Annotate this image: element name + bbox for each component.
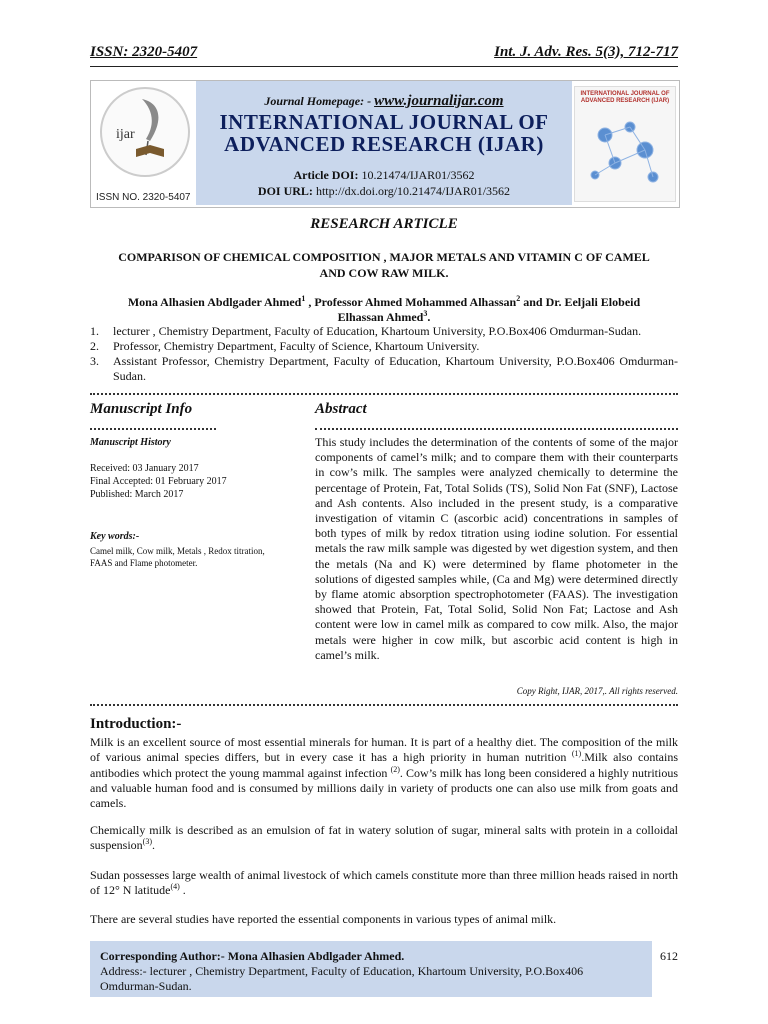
keywords-label: Key words:- xyxy=(90,531,140,542)
affiliation-number: 2. xyxy=(90,339,99,353)
corresponding-author-box xyxy=(90,941,652,997)
intro-paragraph-4: There are several studies have reported the essential components in various types of animal milk. xyxy=(90,912,557,926)
dotted-separator xyxy=(90,393,678,395)
p1-text-a: Milk is an excellent source of most essential minerals for human. It is part of a healthy diet. The composition of the milk of various animal species differs, but in every case it has a high priority in human nutrition xyxy=(90,735,678,765)
introduction-heading: Introduction:- xyxy=(90,716,182,732)
running-header-issn: ISSN: 2320-5407 xyxy=(90,44,198,60)
homepage-link[interactable]: www.journalijar.com xyxy=(374,93,504,109)
affiliations xyxy=(90,324,678,384)
published-date: Published: March 2017 xyxy=(90,489,184,500)
author-list xyxy=(90,295,678,325)
doi-url-label: DOI URL: xyxy=(257,184,313,198)
page-number: 612 xyxy=(660,949,678,963)
cover-title: INTERNATIONAL JOURNAL OF ADVANCED RESEARCH (IJAR) xyxy=(580,91,670,104)
p1-text-c: . Cow’s milk has long been considered a highly nutritious and valuable human food and is consumed by millions daily in variety of products one can also use milk from goats and camels. xyxy=(90,765,678,811)
logo-issn: ISSN NO. 2320-5407 xyxy=(96,192,191,203)
affiliation-item xyxy=(90,339,678,354)
abstract-text: This study includes the determination of the contents of some of the major components of camel’s milk; and to compare them with their counterparts in cow’s milk. The samples were analyzed chemically to determine the percentage of Protein, Fat, Total Solids (TS), Solid Non Fat (SNF), Lactose and Ash contents. Also included in the present study, is a comparative investigation of vitamin C (ascorbic acid) concentrations in samples of both types of milk by redox titration using iodine solution. For essential metals the raw milk sample was digested by wet digestion system, and then the metals (Na and K) were determined by flame photometer in the solutions of digested samples while, (Ca and Mg) were determined directly by flame atomic absorption spectrophotometer (FAAS). The investigation showed that Protein, Fat, Total Solid, Solid Non Fat; Lactose and Ash content were low in camel milk as compared to cow milk. Also, the major metals were higher in cow milk, but ascorbic acid content is high in camel’s milk. xyxy=(315,435,678,662)
author-3-cont: Elhassan Ahmed xyxy=(337,310,424,324)
article-type: RESEARCH ARTICLE xyxy=(310,216,458,232)
p2-text-a: Chemically milk is described as an emulsion of fat in watery solution of sugar, mineral salts with protein in a colloidal suspension xyxy=(90,823,678,853)
affiliation-item xyxy=(90,354,678,384)
author-2-sup: 2 xyxy=(516,294,521,303)
manuscript-info-heading: Manuscript Info xyxy=(90,401,193,417)
author-3-sup: 3 xyxy=(423,309,428,318)
paper-title-line1: COMPARISON OF CHEMICAL COMPOSITION , MAJOR METALS AND VITAMIN C OF CAMEL xyxy=(118,250,650,264)
author-end: . xyxy=(427,310,431,324)
journal-title-line1: INTERNATIONAL JOURNAL OF xyxy=(219,110,549,134)
abstract-heading: Abstract xyxy=(315,401,367,417)
intro-paragraph-1 xyxy=(90,735,678,811)
journal-homepage xyxy=(196,93,572,110)
doi-block xyxy=(196,167,572,199)
journal-banner xyxy=(90,80,680,208)
received-date: Received: 03 January 2017 xyxy=(90,463,199,474)
journal-cover-image xyxy=(574,86,676,202)
manuscript-history-label: Manuscript History xyxy=(90,437,171,448)
p3-text-b: . xyxy=(179,883,186,898)
homepage-prefix: Journal Homepage: - xyxy=(264,94,372,108)
affiliation-number: 1. xyxy=(90,324,99,338)
citation-3: (3) xyxy=(142,837,152,847)
banner-center xyxy=(196,81,572,205)
paper-title-line2: AND COW RAW MILK. xyxy=(319,266,449,280)
intro-paragraph-3 xyxy=(90,868,678,899)
manuscript-dates xyxy=(90,462,227,501)
intro-paragraph-2 xyxy=(90,823,678,854)
logo-text: ijar xyxy=(116,127,135,142)
affiliation-number: 3. xyxy=(90,354,99,368)
affiliation-text: Professor, Chemistry Department, Faculty of Science, Khartoum University. xyxy=(113,339,480,353)
accepted-date: Final Accepted: 01 February 2017 xyxy=(90,476,227,487)
affiliation-text: lecturer , Chemistry Department, Faculty of Education, Khartoum University, P.O.Box406 Omdurman-Sudan. xyxy=(113,324,642,338)
running-header-citation: Int. J. Adv. Res. 5(3), 712-717 xyxy=(494,44,678,60)
citation-1: (1) xyxy=(571,749,582,759)
citation-4: (4) xyxy=(170,882,180,892)
article-doi: 10.21474/IJAR01/3562 xyxy=(361,168,475,182)
affiliation-text: Assistant Professor, Chemistry Department, Faculty of Education, Khartoum University, P.O.Box406 Omdurman-Sudan. xyxy=(113,354,678,383)
p1-text-b: .Milk also contains antibodies which protect the young mammal against infection xyxy=(90,750,678,780)
header-rule xyxy=(90,66,678,67)
p3-text-a: Sudan possesses large wealth of animal livestock of which camels constitute more than three million heads raised in north of 12° N latitude xyxy=(90,868,678,898)
ijar-logo xyxy=(100,87,190,177)
molecule-icon xyxy=(575,105,675,195)
article-doi-label: Article DOI: xyxy=(293,168,359,182)
dotted-separator xyxy=(315,428,678,430)
copyright-notice: Copy Right, IJAR, 2017,. All rights reserved. xyxy=(516,686,678,696)
journal-title-line2: ADVANCED RESEARCH (IJAR) xyxy=(224,132,544,156)
p2-text-b: . xyxy=(152,838,155,853)
author-1: Mona Alhasien Abdlgader Ahmed xyxy=(127,295,302,309)
author-2: , Professor Ahmed Mohammed Alhassan xyxy=(305,295,517,309)
quill-book-icon xyxy=(102,89,188,175)
corresponding-author: Corresponding Author:- Mona Alhasien Abdlgader Ahmed. xyxy=(100,949,405,963)
citation-2: (2) xyxy=(390,764,400,774)
dotted-separator xyxy=(90,704,678,706)
author-3: and Dr. Eeljali Elobeid xyxy=(520,295,641,309)
affiliation-item xyxy=(90,324,678,339)
corresponding-address: Address:- lecturer , Chemistry Department, Faculty of Education, Khartoum University, P.O.Box406 Omdurman-Sudan. xyxy=(100,964,584,993)
journal-title xyxy=(196,111,572,155)
keywords-text: Camel milk, Cow milk, Metals , Redox titration, FAAS and Flame photometer. xyxy=(90,546,265,568)
paper-title xyxy=(90,249,678,281)
author-1-sup: 1 xyxy=(301,294,306,303)
dotted-separator xyxy=(90,428,216,430)
doi-url-link[interactable]: http://dx.doi.org/10.21474/IJAR01/3562 xyxy=(315,184,511,198)
